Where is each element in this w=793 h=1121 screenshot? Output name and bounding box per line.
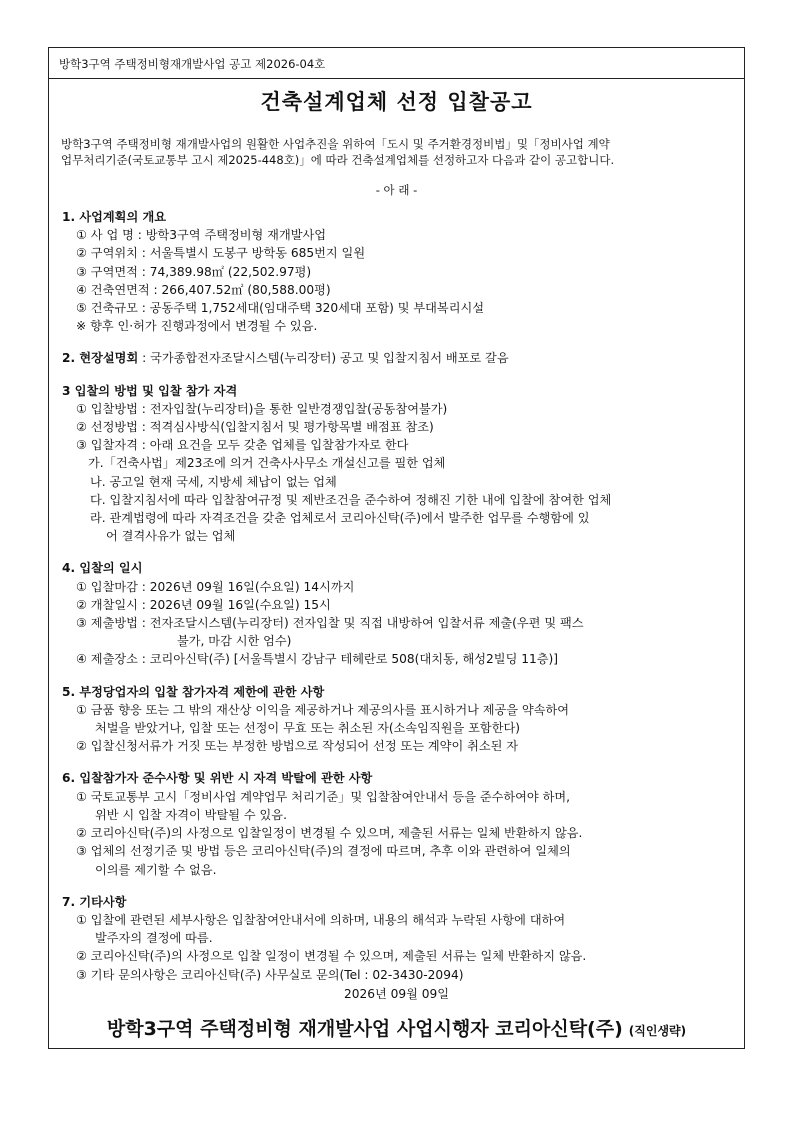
section-7-item-cont: 발주자의 결정에 따름.: [95, 931, 213, 946]
section-3-item: ③ 입찰자격 : 아래 요건을 모두 갖춘 업체를 입찰참가자로 한다: [76, 438, 409, 453]
section-6-item-cont: 이의를 제기할 수 없음.: [95, 862, 217, 877]
section-3-sub-cont: 어 결격사유가 없는 업체: [106, 529, 236, 544]
section-5-item-cont: 처벌을 받았거나, 입찰 또는 선정이 무효 또는 취소된 자(소속임직원을 포함한다): [95, 721, 520, 736]
issuer-line: [49, 1014, 744, 1041]
section-1-item: ⑤ 건축규모 : 공동주택 1,752세대(임대주택 320세대 포함) 및 부대복리시설: [76, 301, 485, 316]
section-4-item-cont: 불가, 마감 시한 엄수): [177, 634, 292, 649]
section-5-item: ① 금품 향응 또는 그 밖의 재산상 이익을 제공하거나 제공의사를 표시하거나 제공을 약속하여: [76, 702, 570, 717]
section-5-item: ② 입찰신청서류가 거짓 또는 부정한 방법으로 작성되어 선정 또는 계약이 취소된 자: [76, 739, 519, 754]
section-7-item: ① 입찰에 관련된 세부사항은 입찰참여안내서에 의하며, 내용의 해석과 누락된 사항에 대하여: [76, 912, 566, 927]
section-6-title: 6. 입찰참가자 준수사항 및 위반 시 자격 박탈에 관한 사항: [62, 771, 373, 786]
section-4-item: ① 입찰마감 : 2026년 09월 16일(수요일) 14시까지: [76, 579, 355, 594]
section-5-title: 5. 부정당업자의 입찰 참가자격 제한에 관한 사항: [62, 684, 325, 699]
section-7-item: ② 코리아신탁(주)의 사정으로 입찰 일정이 변경될 수 있으며, 제출된 서류는 일체 반환하지 않음.: [76, 949, 587, 964]
section-2-text: : 국가종합전자조달시스템(누리장터) 공고 및 입찰지침서 배포로 갈음: [138, 351, 509, 366]
section-4-title: 4. 입찰의 일시: [62, 561, 143, 576]
section-1-item: ③ 구역면적 : 74,389.98㎡ (22,502.97평): [76, 264, 312, 279]
section-4-item: ③ 제출방법 : 전자조달시스템(누리장터) 전자입찰 및 직접 내방하여 입찰서류 제출(우편 및 팩스: [76, 616, 584, 631]
section-2: [62, 349, 736, 367]
section-2-title: 2. 현장설명회: [62, 351, 139, 366]
intro-line: 업무처리기준(국토교통부 고시 제2025-448호)」에 따라 건축설계업체를 선정하고자 다음과 같이 공고합니다.: [61, 153, 615, 167]
section-1-item: ① 사 업 명 : 방학3구역 주택정비형 재개발사업: [76, 228, 327, 243]
notice-title: 건축설계업체 선정 입찰공고: [260, 90, 533, 114]
section-1-title: 1. 사업계획의 개요: [62, 210, 167, 224]
notice-frame: [48, 47, 745, 1049]
section-7-item: ③ 기타 문의사항은 코리아신탁(주) 사무실로 문의(Tel : 02-3430-2094): [76, 967, 464, 982]
section-1-note: ※ 향후 인·허가 진행과정에서 변경될 수 있음.: [76, 319, 318, 334]
notice-body: [62, 208, 736, 984]
intro-line: 방학3구역 주택정비형 재개발사업의 원활한 사업추진을 위하여「도시 및 주거환경정비법」및「정비사업 계약: [61, 137, 610, 151]
section-6-item: ② 코리아신탁(주)의 사정으로 입찰일정이 변경될 수 있으며, 제출된 서류는 일체 반환하지 않음.: [76, 826, 583, 841]
section-3-title: 3 입찰의 방법 및 입찰 참가 자격: [62, 383, 238, 398]
section-4-item: ④ 제출장소 : 코리아신탁(주) [서울특별시 강남구 테헤란로 508(대치동, 해성2빌딩 11층)]: [76, 652, 559, 667]
section-6-item-cont: 위반 시 입찰 자격이 박탈될 수 있음.: [95, 807, 287, 822]
section-3-sub: 나. 공고일 현재 국세, 지방세 체납이 없는 업체: [90, 474, 337, 489]
section-6-item: ① 국토교통부 고시「정비사업 계약업무 처리기준」및 입찰참여안내서 등을 준수하여야 하며,: [76, 789, 570, 804]
notice-date: 2026년 09월 09일: [343, 987, 450, 1001]
section-7-title: 7. 기타사항: [62, 894, 127, 909]
section-1-item: ② 구역위치 : 서울특별시 도봉구 방학동 685번지 일원: [76, 246, 366, 261]
header-divider: [49, 78, 744, 79]
section-6-item: ③ 업체의 선정기준 및 방법 등은 코리아신탁(주)의 결정에 따르며, 추후 이와 관련하여 일체의: [76, 844, 571, 859]
section-3-item: ② 선정방법 : 적격심사방식(입찰지침서 및 평가항목별 배점표 참조): [76, 420, 434, 435]
notice-number: 방학3구역 주택정비형재개발사업 공고 제2026-04호: [59, 57, 326, 71]
section-3-sub: 라. 관계법령에 따라 자격조건을 갖춘 업체로서 코리아신탁(주)에서 발주한 업무를 수행함에 있: [90, 511, 590, 526]
section-4-item: ② 개찰일시 : 2026년 09월 16일(수요일) 15시: [76, 597, 331, 612]
intro-paragraph: [61, 136, 732, 168]
section-3-item: ① 입찰방법 : 전자입찰(누리장터)을 통한 일반경쟁입찰(공동참여불가): [76, 401, 448, 416]
section-3-sub: 가.「건축사법」제23조에 의거 건축사사무소 개설신고를 필한 업체: [88, 456, 446, 471]
section-1-item: ④ 건축연면적 : 266,407.52㎡ (80,588.00평): [76, 282, 331, 297]
seal-note: (직인생략): [628, 1024, 687, 1038]
ah-rae-marker: - 아 래 -: [375, 183, 418, 197]
issuer-name: 방학3구역 주택정비형 재개발사업 사업시행자 코리아신탁(주): [106, 1018, 623, 1040]
section-3-sub: 다. 입찰지침서에 따라 입찰참여규정 및 제반조건을 준수하여 정해진 기한 내에 입찰에 참여한 업체: [90, 492, 612, 507]
